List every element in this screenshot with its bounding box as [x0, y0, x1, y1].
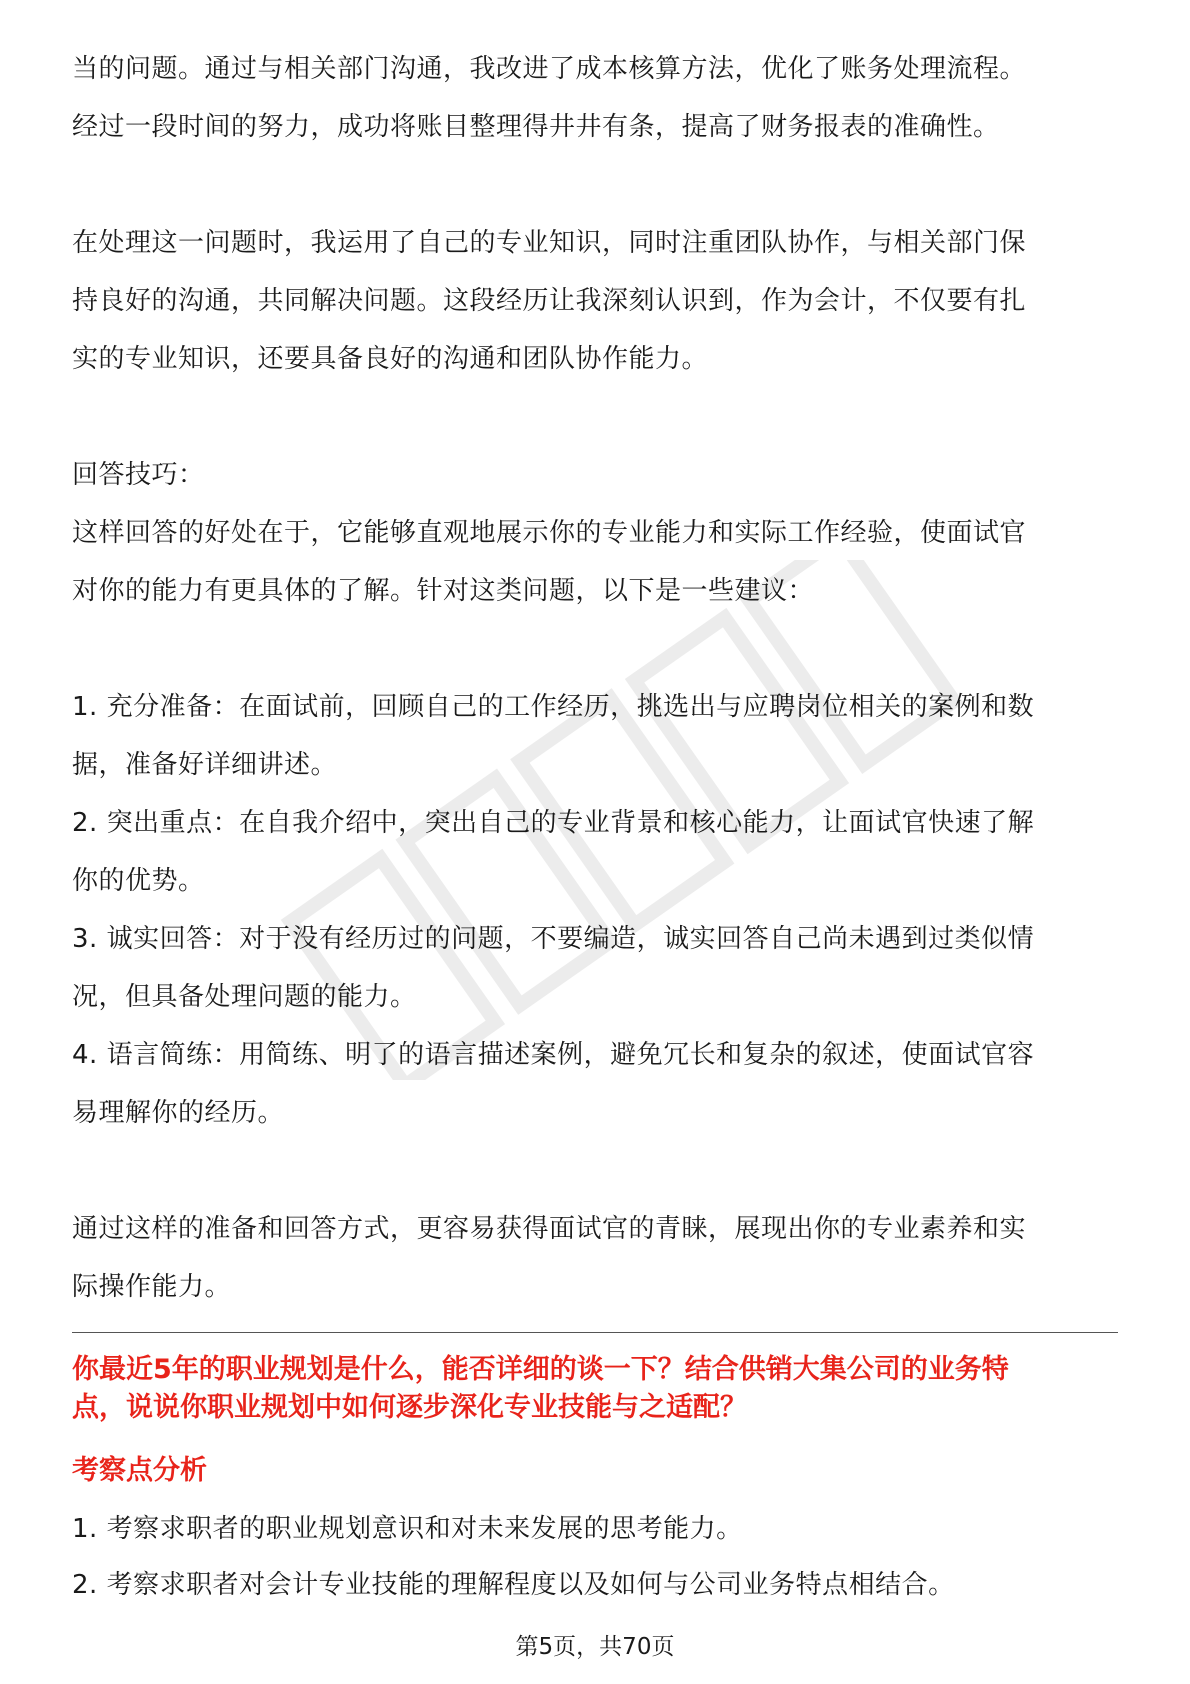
paragraph-line: 在处理这一问题时，我运用了自己的专业知识，同时注重团队协作，与相关部门保 [72, 228, 1027, 258]
analysis-point: 1. 考察求职者的职业规划意识和对未来发展的思考能力。 [72, 1514, 743, 1544]
list-item-continuation: 你的优势。 [72, 866, 205, 896]
paragraph-line: 际操作能力。 [72, 1272, 232, 1302]
section-divider [72, 1332, 1118, 1333]
paragraph-line: 持良好的沟通，共同解决问题。这段经历让我深刻认识到，作为会计，不仅要有扎 [72, 286, 1027, 316]
list-item-continuation: 况，但具备处理问题的能力。 [72, 982, 417, 1012]
paragraph-line: 这样回答的好处在于，它能够直观地展示你的专业能力和实际工作经验，使面试官 [72, 518, 1027, 548]
list-item-continuation: 据，准备好详细讲述。 [72, 750, 338, 780]
analysis-title: 考察点分析 [72, 1455, 207, 1486]
paragraph-line: 实的专业知识，还要具备良好的沟通和团队协作能力。 [72, 344, 709, 374]
list-item: 4. 语言简练：用简练、明了的语言描述案例，避免冗长和复杂的叙述，使面试官容 [72, 1040, 1035, 1070]
suggestion-list [72, 678, 1118, 1142]
document-page [72, 40, 1118, 1613]
page-number: 第5页，共70页 [515, 1634, 675, 1660]
list-item-continuation: 易理解你的经历。 [72, 1098, 285, 1128]
interview-question: 你最近5年的职业规划是什么，能否详细的谈一下？结合供销大集公司的业务特 [72, 1354, 1009, 1385]
paragraph-line: 对你的能力有更具体的了解。针对这类问题，以下是一些建议： [72, 576, 815, 606]
tips-heading: 回答技巧： [72, 460, 205, 490]
list-item: 3. 诚实回答：对于没有经历过的问题，不要编造，诚实回答自己尚未遇到过类似情 [72, 924, 1035, 954]
analysis-point: 2. 考察求职者对会计专业技能的理解程度以及如何与公司业务特点相结合。 [72, 1570, 955, 1600]
paragraph-line: 当的问题。通过与相关部门沟通，我改进了成本核算方法，优化了账务处理流程。 [72, 54, 1027, 84]
paragraph-line: 经过一段时间的努力，成功将账目整理得井井有条，提高了财务报表的准确性。 [72, 112, 1000, 142]
paragraph-line: 通过这样的准备和回答方式，更容易获得面试官的青睐，展现出你的专业素养和实 [72, 1214, 1027, 1244]
list-item: 2. 突出重点：在自我介绍中，突出自己的专业背景和核心能力，让面试官快速了解 [72, 808, 1035, 838]
interview-question: 点，说说你职业规划中如何逐步深化专业技能与之适配？ [72, 1392, 747, 1423]
list-item: 1. 充分准备：在面试前，回顾自己的工作经历，挑选出与应聘岗位相关的案例和数 [72, 692, 1035, 722]
